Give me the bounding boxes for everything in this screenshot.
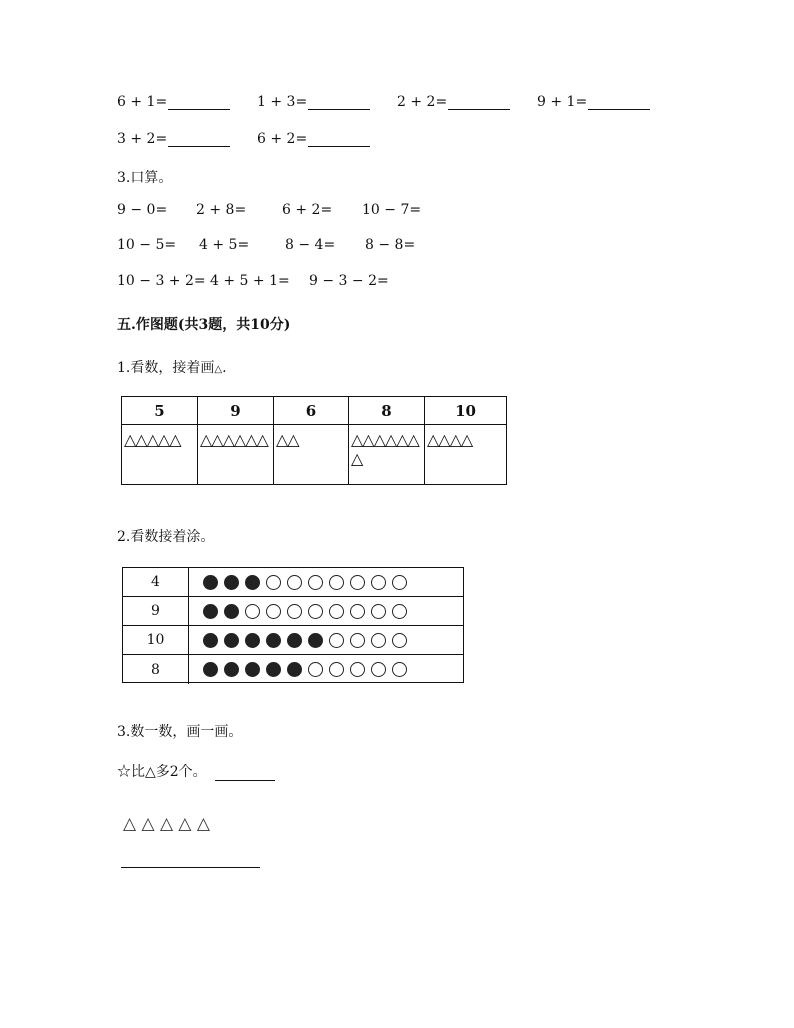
empty-circle-icon[interactable] (329, 633, 344, 648)
table-header-cell: 8 (349, 397, 425, 425)
empty-circle-icon[interactable] (266, 604, 281, 619)
answer-blank[interactable] (168, 132, 230, 147)
section-5-heading: 五.作图题(共3题，共10分) (117, 317, 291, 333)
oral-problem: 8 − 4= (285, 237, 336, 253)
circle-group (189, 626, 407, 654)
empty-circle-icon[interactable] (392, 575, 407, 590)
empty-circle-icon[interactable] (308, 604, 323, 619)
oral-problem: 10 − 7= (362, 202, 422, 218)
triangle-drawing-cell[interactable]: △△△△△ (122, 425, 198, 484)
oral-problem: 10 − 3 + 2= (117, 273, 206, 289)
table-header-cell: 6 (274, 397, 349, 425)
problem-3-statement: ☆比△多2个。 (117, 764, 207, 780)
table-row (123, 568, 463, 597)
answer-blank[interactable] (215, 766, 275, 781)
empty-circle-icon[interactable] (329, 575, 344, 590)
empty-circle-icon[interactable] (392, 604, 407, 619)
empty-circle-icon[interactable] (350, 662, 365, 677)
filled-circle-icon[interactable] (203, 604, 218, 619)
filled-circle-icon[interactable] (224, 575, 239, 590)
table-header-cell: 5 (122, 397, 198, 425)
filled-circle-icon[interactable] (287, 633, 302, 648)
triangles-icon: △ △ △ △ △ (123, 814, 210, 834)
problem-text: 3 + 2= (117, 131, 168, 147)
row-number: 9 (123, 597, 189, 625)
triangle-drawing-cell[interactable]: △△△△△△△ (349, 425, 425, 484)
add-problem-1 (117, 94, 230, 110)
problem-1-title (117, 357, 227, 377)
empty-circle-icon[interactable] (350, 604, 365, 619)
problem-2-title: 2.看数接着涂。 (117, 529, 215, 545)
empty-circle-icon[interactable] (308, 575, 323, 590)
filled-circle-icon[interactable] (203, 575, 218, 590)
filled-circle-icon[interactable] (224, 604, 239, 619)
answer-blank[interactable] (308, 95, 370, 110)
problem-1-title-text: 1.看数，接着画 (117, 360, 215, 376)
empty-circle-icon[interactable] (245, 604, 260, 619)
empty-circle-icon[interactable] (266, 575, 281, 590)
table-header-cell: 9 (198, 397, 274, 425)
add-problem-2 (257, 94, 370, 110)
color-circles-table (122, 567, 464, 683)
oral-problem: 2 + 8= (196, 202, 247, 218)
problem-text: 2 + 2= (397, 94, 448, 110)
table-row (123, 655, 463, 684)
problem-3-title: 3.数一数，画一画。 (117, 724, 243, 740)
drawing-line[interactable] (121, 867, 260, 868)
empty-circle-icon[interactable] (350, 633, 365, 648)
answer-blank[interactable] (448, 95, 510, 110)
oral-problem: 4 + 5= (199, 237, 250, 253)
empty-circle-icon[interactable] (287, 604, 302, 619)
count-draw-table (121, 396, 507, 485)
empty-circle-icon[interactable] (329, 662, 344, 677)
table-row (123, 626, 463, 655)
filled-circle-icon[interactable] (308, 633, 323, 648)
empty-circle-icon[interactable] (371, 604, 386, 619)
empty-circle-icon[interactable] (371, 662, 386, 677)
empty-circle-icon[interactable] (350, 575, 365, 590)
empty-circle-icon[interactable] (371, 575, 386, 590)
empty-circle-icon[interactable] (392, 662, 407, 677)
empty-circle-icon[interactable] (329, 604, 344, 619)
oral-problem: 8 − 8= (365, 237, 416, 253)
oral-problem: 9 − 0= (117, 202, 168, 218)
table-row (123, 597, 463, 626)
add-problem-3 (397, 94, 510, 110)
question-3-title: 3.口算。 (117, 170, 173, 186)
empty-circle-icon[interactable] (371, 633, 386, 648)
oral-problem: 9 − 3 − 2= (309, 273, 389, 289)
filled-circle-icon[interactable] (266, 662, 281, 677)
empty-circle-icon[interactable] (308, 662, 323, 677)
problem-text: 6 + 1= (117, 94, 168, 110)
filled-circle-icon[interactable] (245, 575, 260, 590)
problem-text: 1 + 3= (257, 94, 308, 110)
filled-circle-icon[interactable] (203, 662, 218, 677)
problem-text: 9 + 1= (537, 94, 588, 110)
oral-problem: 6 + 2= (282, 202, 333, 218)
triangle-drawing-cell[interactable]: △△ (274, 425, 349, 484)
triangle-drawing-cell[interactable]: △△△△ (427, 430, 473, 449)
circle-group (189, 655, 407, 684)
table-header-cell: 10 (425, 397, 506, 425)
answer-blank[interactable] (168, 95, 230, 110)
problem-3-text (117, 761, 275, 781)
filled-circle-icon[interactable] (245, 662, 260, 677)
problem-1-title-end: . (222, 360, 227, 376)
filled-circle-icon[interactable] (245, 633, 260, 648)
circle-group (189, 568, 407, 596)
filled-circle-icon[interactable] (224, 633, 239, 648)
filled-circle-icon[interactable] (266, 633, 281, 648)
filled-circle-icon[interactable] (287, 662, 302, 677)
oral-problem: 10 − 5= (117, 237, 177, 253)
oral-problem: 4 + 5 + 1= (210, 273, 290, 289)
row-number: 10 (123, 626, 189, 654)
filled-circle-icon[interactable] (224, 662, 239, 677)
add-problem-5 (117, 131, 230, 147)
answer-blank[interactable] (308, 132, 370, 147)
answer-blank[interactable] (588, 95, 650, 110)
triangle-drawing-cell[interactable]: △△△△△△ (198, 425, 274, 484)
triangle-icon: △ (214, 364, 223, 375)
problem-text: 6 + 2= (257, 131, 308, 147)
add-problem-6 (257, 131, 370, 147)
empty-circle-icon[interactable] (392, 633, 407, 648)
filled-circle-icon[interactable] (203, 633, 218, 648)
triangle-row (120, 814, 260, 870)
circle-group (189, 597, 407, 625)
row-number: 4 (123, 568, 189, 596)
empty-circle-icon[interactable] (287, 575, 302, 590)
add-problem-4 (537, 94, 650, 110)
row-number: 8 (123, 655, 189, 684)
